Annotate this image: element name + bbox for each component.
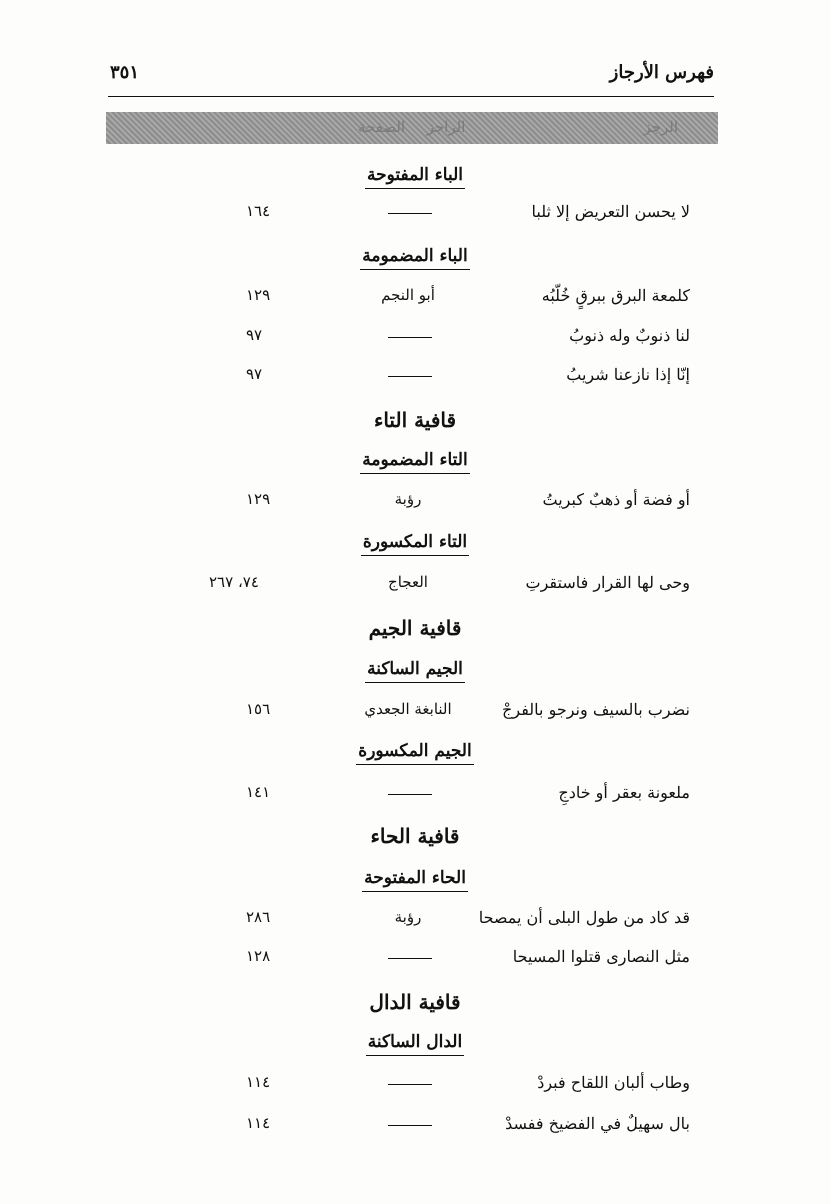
poet-name: العجاج [388,573,428,591]
poet-dash [388,337,432,338]
section-heading: الجيم المكسورة [0,741,830,765]
page-ref: ٩٧ [246,365,263,383]
page-ref: ٧٤، ٢٦٧ [209,573,259,591]
column-header-bar [106,112,718,144]
page-ref: ٩٧ [246,326,263,344]
poet-dash [388,213,432,214]
table-row [0,783,830,813]
page-ref: ١٤١ [246,783,271,801]
page-number: ٣٥١ [110,62,140,83]
poet-dash [388,376,432,377]
page-ref: ١٢٩ [246,286,271,304]
verse-text: وطاب ألبان اللقاح فبردْ [537,1073,690,1092]
table-row [0,1073,830,1103]
rhyme-heading: قافية التاء [373,408,457,432]
page-ref: ١١٤ [246,1073,271,1091]
table-row [0,286,830,316]
verse-text: بال سهيلٌ في الفضيخ ففسدْ [505,1114,690,1133]
section-heading: الجيم الساكنة [0,659,830,683]
verse-text: كلمعة البرق ببرقٍ خُلّبُه [541,286,690,305]
section-heading: الحاء المفتوحة [0,868,830,892]
verse-text: ملعونة بعقر أو خادجِ [558,783,690,802]
table-row [0,365,830,395]
verse-text: وحى لها القرار فاستقرتِ [525,573,690,592]
rhyme-heading: قافية الدال [369,990,461,1014]
section-heading: التاء المضمومة [0,450,830,474]
verse-text: لنا ذنوبٌ وله ذنوبُ [569,326,690,345]
section-heading: الباء المفتوحة [0,165,830,189]
page-ref: ٢٨٦ [246,908,271,926]
column-header-page: الصفحة [358,118,406,136]
poet-name: رؤبة [394,908,422,926]
verse-text: نضرب بالسيف ونرجو بالفرجْ [502,700,690,719]
poet-dash [388,958,432,959]
page-ref: ١٦٤ [246,202,271,220]
verse-text: مثل النصارى قتلوا المسيحا [512,947,690,966]
poet-name: أبو النجم [381,286,435,304]
verse-text: قد كاد من طول البلى أن يمصحا [478,908,690,927]
poet-name: رؤبة [394,490,422,508]
table-row [0,202,830,232]
section-heading: الدال الساكنة [0,1032,830,1056]
page-ref: ١١٤ [246,1114,271,1132]
table-row [0,947,830,977]
verse-text: لا يحسن التعريض إلا ثلبا [531,202,690,221]
table-row [0,573,830,603]
page-ref: ١٢٨ [246,947,271,965]
table-row [0,1114,830,1144]
section-heading: الباء المضمومة [0,246,830,270]
rhyme-heading: قافية الجيم [368,616,462,640]
running-head [108,58,714,92]
column-header-poet: الراجز [426,118,466,136]
header-rule [108,96,714,97]
rhyme-heading: قافية الحاء [370,824,460,848]
table-row [0,908,830,938]
section-heading: التاء المكسورة [0,532,830,556]
poet-dash [388,794,432,795]
poet-dash [388,1125,432,1126]
verse-text: إنّا إذا نازعنا شريبُ [566,365,690,384]
table-row [0,326,830,356]
column-header-verse: الرجز [643,118,678,136]
running-head-title: فهرس الأرجاز [609,62,714,83]
page-ref: ١٥٦ [246,700,271,718]
poet-dash [388,1084,432,1085]
poet-name: النابغة الجعدي [364,700,452,718]
table-row [0,490,830,520]
page-ref: ١٢٩ [246,490,271,508]
table-row [0,700,830,730]
verse-text: أو فضة أو ذهبٌ كبريتُ [542,490,690,509]
